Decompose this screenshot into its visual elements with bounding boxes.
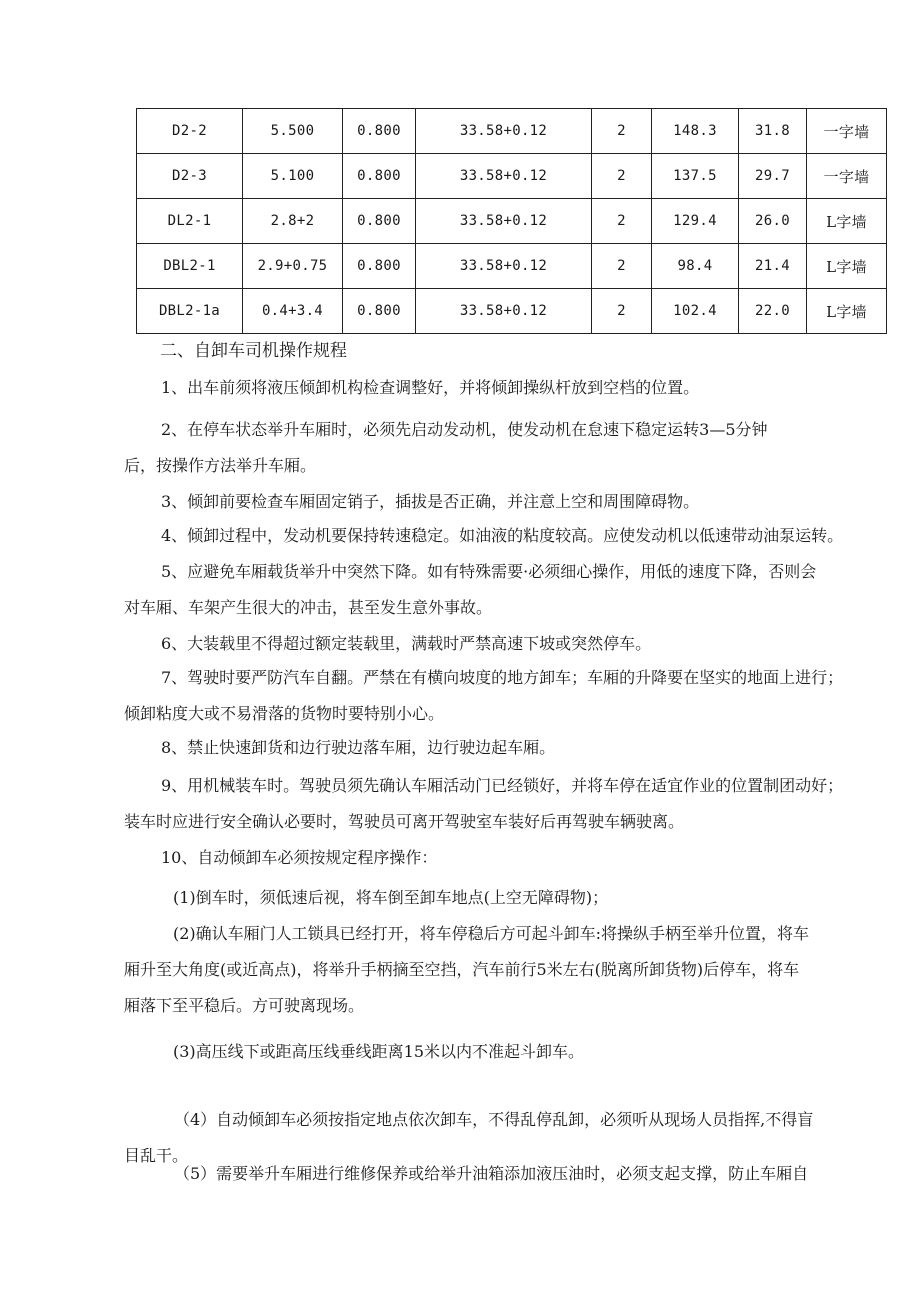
wall-spec-table (136, 108, 887, 334)
paragraph (124, 412, 860, 484)
table-cell: 33.58+0.12 (416, 289, 592, 334)
paragraph (124, 554, 860, 626)
paragraph-line: 装车时应进行安全确认必要时，驾驶员可离开驾驶室车装好后再驾驶车辆驶离。 (124, 812, 685, 831)
paragraph-line: 2、在停车状态举升车厢时，必须先启动发动机，使发动机在怠速下稳定运转3—5分钟 (161, 420, 768, 439)
paragraph (124, 484, 860, 520)
table-cell: 148.3 (652, 109, 739, 154)
paragraph-line: 厢落下至平稳后。方可驶离现场。 (124, 996, 365, 1015)
table-cell: 2 (592, 154, 652, 199)
table-cell: DL2-1 (137, 199, 243, 244)
table-cell: L字墙 (807, 199, 887, 244)
table-row (137, 154, 887, 199)
paragraph-line: （5）需要举升车厢进行维修保养或给举升油箱添加液压油时，必须支起支撑，防止车厢自 (174, 1164, 809, 1183)
table-cell: 33.58+0.12 (416, 199, 592, 244)
paragraph (124, 660, 860, 732)
paragraph (124, 880, 860, 916)
paragraph-line: 厢升至大角度(或近高点)，将举升手柄摘至空挡，汽车前行5米左右(脱离所卸货物)后停车，将车 (124, 960, 800, 979)
table-cell: 33.58+0.12 (416, 109, 592, 154)
table-row (137, 109, 887, 154)
table-cell: DBL2-1 (137, 244, 243, 289)
paragraph (124, 840, 860, 876)
table-row (137, 199, 887, 244)
paragraph-line: （4）自动倾卸车必须按指定地点依次卸车，不得乱停乱卸，必须听从现场人员指挥,不得盲 (174, 1110, 814, 1129)
paragraph-line: 后，按操作方法举升车厢。 (124, 456, 317, 475)
paragraph (124, 1156, 860, 1192)
paragraph (124, 768, 860, 840)
paragraph (124, 370, 860, 406)
table-cell: 2 (592, 244, 652, 289)
table-cell: 26.0 (739, 199, 807, 244)
paragraph-line: 4、倾卸过程中，发动机要保持转速稳定。如油液的粘度较高。应使发动机以低速带动油泵运转。 (161, 526, 844, 545)
table-cell: D2-2 (137, 109, 243, 154)
table-cell: 0.800 (343, 154, 416, 199)
table-cell: 0.800 (343, 109, 416, 154)
table-cell: 33.58+0.12 (416, 244, 592, 289)
table-row (137, 244, 887, 289)
table-cell: 102.4 (652, 289, 739, 334)
table-cell: 2 (592, 289, 652, 334)
table-cell: 5.100 (243, 154, 343, 199)
table-cell: 129.4 (652, 199, 739, 244)
table-cell: 2.8+2 (243, 199, 343, 244)
paragraph-line: 7、驾驶时要严防汽车自翻。严禁在有横向坡度的地方卸车；车厢的升降要在坚实的地面上进行； (161, 668, 844, 687)
paragraph-line: 对车厢、车架产生很大的冲击，甚至发生意外事故。 (124, 598, 493, 617)
paragraph (124, 626, 860, 662)
paragraph (124, 730, 860, 766)
table-cell: 0.800 (343, 244, 416, 289)
table-row (137, 289, 887, 334)
paragraph-line: 9、用机械装车时。驾驶员须先确认车厢活动门已经锁好，并将车停在适宜作业的位置制团动好； (161, 776, 844, 795)
table-cell: L字墙 (807, 244, 887, 289)
paragraph-line: 倾卸粘度大或不易滑落的货物时要特别小心。 (124, 704, 445, 723)
paragraph-line: 6、大装载里不得超过额定装载里，满载时严禁高速下坡或突然停车。 (161, 634, 652, 653)
table-cell: 2 (592, 109, 652, 154)
paragraph-line: 5、应避免车厢载货举升中突然下降。如有特殊需要·必须细心操作，用低的速度下降，否则会 (161, 562, 817, 581)
table-cell: 2 (592, 199, 652, 244)
table-cell: 21.4 (739, 244, 807, 289)
paragraph-line: (1)倒车时，须低速后视，将车倒至卸车地点(上空无障碍物)； (173, 888, 609, 907)
table-cell: DBL2-1a (137, 289, 243, 334)
paragraph (124, 916, 860, 1024)
paragraph-line: 目乱干。 (124, 1146, 189, 1165)
paragraph (124, 1034, 860, 1070)
table-cell: 31.8 (739, 109, 807, 154)
table-cell: D2-3 (137, 154, 243, 199)
table-cell: 98.4 (652, 244, 739, 289)
table-cell: 0.800 (343, 199, 416, 244)
table-cell: 5.500 (243, 109, 343, 154)
table-cell: 33.58+0.12 (416, 154, 592, 199)
table-cell: 一字墙 (807, 154, 887, 199)
paragraph-line: (2)确认车厢门人工锁具已经打开，将车停稳后方可起斗卸车:将操纵手柄至举升位置，将车 (173, 924, 810, 943)
paragraph (124, 518, 860, 554)
table-cell: 2.9+0.75 (243, 244, 343, 289)
table-cell: L字墙 (807, 289, 887, 334)
table-cell: 22.0 (739, 289, 807, 334)
paragraph-line: (3)高压线下或距高压线垂线距离15米以内不准起斗卸车。 (173, 1042, 585, 1061)
table-cell: 一字墙 (807, 109, 887, 154)
paragraph-line: 10、自动倾卸车必须按规定程序操作： (161, 848, 438, 867)
paragraph-line: 1、出车前须将液压倾卸机构检查调整好，并将倾卸操纵杆放到空档的位置。 (161, 378, 700, 397)
table-cell: 0.4+3.4 (243, 289, 343, 334)
table-cell: 0.800 (343, 289, 416, 334)
paragraph-line: 3、倾卸前要检查车厢固定销子，插拔是否正确，并注意上空和周围障碍物。 (161, 492, 700, 511)
section-heading: 二、自卸车司机操作规程 (160, 341, 347, 361)
paragraph-line: 8、禁止快速卸货和边行驶边落车厢，边行驶边起车厢。 (161, 738, 556, 757)
table-cell: 137.5 (652, 154, 739, 199)
table-cell: 29.7 (739, 154, 807, 199)
